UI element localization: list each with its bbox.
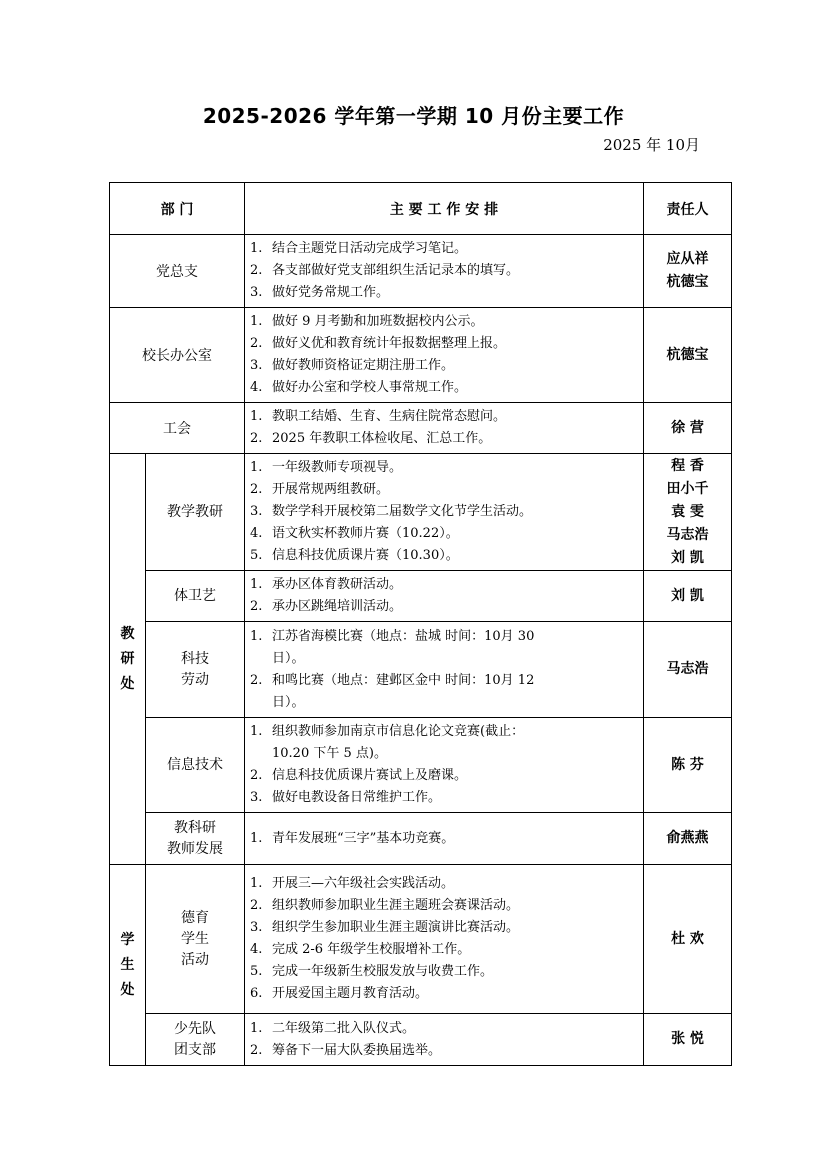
task-cell xyxy=(245,235,644,308)
document-title: 2025-2026 学年第一学期 10 月份主要工作 xyxy=(202,104,625,128)
task-item xyxy=(250,523,637,545)
cell-line: 陈 芬 xyxy=(671,756,704,773)
task-number: 4. xyxy=(250,526,263,541)
task-number: 1. xyxy=(250,241,263,256)
task-text: 组织教师参加南京市信息化论文竞赛(截止： xyxy=(272,724,525,739)
task-text: 二年级第二批入队仪式。 xyxy=(272,1020,416,1036)
task-number: 2. xyxy=(250,898,263,913)
task-item xyxy=(250,457,637,479)
task-item xyxy=(250,377,637,399)
task-item xyxy=(250,333,637,355)
task-text: 日）。 xyxy=(272,694,305,710)
task-item xyxy=(250,873,637,895)
responsible-person xyxy=(644,865,732,1014)
responsible-person xyxy=(644,813,732,865)
task-number: 1. xyxy=(250,409,263,424)
task-cell xyxy=(245,454,644,571)
table-header-row xyxy=(110,183,732,235)
task-number: 2. xyxy=(250,336,263,351)
task-item xyxy=(250,1018,637,1040)
task-item xyxy=(250,282,637,304)
cell-line: 科技 xyxy=(181,650,209,667)
task-item xyxy=(250,574,637,596)
responsible-person xyxy=(644,454,732,571)
cell-line: 程 香 xyxy=(671,457,704,474)
cell-line: 马志浩 xyxy=(666,526,709,543)
task-item xyxy=(250,626,637,648)
task-number: 3. xyxy=(250,285,263,300)
sub-dept-name xyxy=(146,718,245,813)
task-text: 信息科技优质课片赛试上及磨课。 xyxy=(272,768,468,783)
task-text: 开展爱国主题月教育活动。 xyxy=(272,986,429,1001)
dept-name: 党总支 xyxy=(110,235,245,308)
task-item xyxy=(250,895,637,917)
task-number: 1. xyxy=(250,314,263,329)
task-cell xyxy=(245,1014,644,1066)
task-text: 青年发展班“三字”基本功竞赛。 xyxy=(272,830,455,846)
sub-dept-name xyxy=(146,813,245,865)
table-row xyxy=(110,622,732,718)
cell-line: 田小千 xyxy=(666,480,709,497)
cell-line: 处 xyxy=(120,981,135,998)
task-text: 江苏省海模比赛（地点：盐城 时间：10月 30 xyxy=(272,628,535,644)
task-text: 2025 年教职工体检收尾、汇总工作。 xyxy=(272,431,492,446)
table-row xyxy=(110,813,732,865)
task-item xyxy=(250,355,637,377)
dept-name: 工会 xyxy=(110,403,245,454)
cell-line: 劳动 xyxy=(181,671,209,688)
work-plan-table xyxy=(109,182,732,1066)
task-cell xyxy=(245,622,644,718)
cell-line: 学生 xyxy=(181,930,209,947)
task-item xyxy=(250,721,637,743)
cell-line: 徐 营 xyxy=(671,419,704,436)
task-item xyxy=(250,406,637,428)
sub-dept-name xyxy=(146,622,245,718)
task-cell xyxy=(245,865,644,1014)
task-text: 承办区跳绳培训活动。 xyxy=(272,599,403,614)
sub-dept-name xyxy=(146,865,245,1014)
task-text: 教职工结婚、生育、生病住院常态慰问。 xyxy=(272,409,507,424)
task-item xyxy=(250,545,637,567)
task-text: 信息科技优质课片赛（10.30）。 xyxy=(272,548,459,563)
cell-line: 俞燕燕 xyxy=(666,830,709,846)
cell-line: 生 xyxy=(120,956,135,973)
task-number: 1. xyxy=(250,577,263,592)
task-text: 一年级教师专项视导。 xyxy=(272,460,403,475)
task-item xyxy=(250,260,637,282)
table-row xyxy=(110,1014,732,1066)
cell-line: 教 xyxy=(120,625,135,642)
task-text: 承办区体育教研活动。 xyxy=(272,577,403,592)
responsible-person xyxy=(644,403,732,454)
task-text: 和鸣比赛（地点：建邺区金中 时间：10月 12 xyxy=(272,672,535,688)
sub-dept-name xyxy=(146,1014,245,1066)
task-item xyxy=(250,428,637,450)
cell-line: 刘 凯 xyxy=(671,587,704,604)
dept-group-student xyxy=(110,865,146,1066)
cell-line: 活动 xyxy=(181,951,209,968)
dept-name: 校长办公室 xyxy=(110,308,245,403)
task-text: 10.20 下午 5 点)。 xyxy=(272,746,387,761)
task-number: 2. xyxy=(250,672,263,688)
task-number: 2. xyxy=(250,482,263,497)
task-number: 4. xyxy=(250,380,263,395)
task-number: 3. xyxy=(250,358,263,373)
task-item xyxy=(250,939,637,961)
cell-line: 马志浩 xyxy=(666,661,709,677)
task-number: 1. xyxy=(250,628,263,644)
task-item xyxy=(250,1040,637,1062)
cell-line: 杭德宝 xyxy=(666,274,709,290)
document-date: 2025 年 10月 xyxy=(603,136,700,154)
cell-line: 德育 xyxy=(181,909,209,926)
task-text: 做好电教设备日常维护工作。 xyxy=(272,790,442,805)
table-row xyxy=(110,308,732,403)
responsible-person xyxy=(644,235,732,308)
task-cell xyxy=(245,308,644,403)
task-item xyxy=(250,596,637,618)
cell-line: 袁 雯 xyxy=(671,503,704,520)
task-item xyxy=(250,765,637,787)
header-work: 主 要 工 作 安 排 xyxy=(245,183,644,235)
task-number: 3. xyxy=(250,790,263,805)
task-text: 完成 2-6 年级学生校服增补工作。 xyxy=(272,942,471,957)
task-text: 日）。 xyxy=(272,650,305,666)
task-item xyxy=(250,479,637,501)
responsible-person xyxy=(644,622,732,718)
cell-line: 信息技术 xyxy=(167,756,223,773)
cell-line: 教科研 xyxy=(174,819,216,836)
cell-line: 刘 凯 xyxy=(671,549,704,566)
task-cell xyxy=(245,403,644,454)
task-number: 1. xyxy=(250,876,263,891)
table-row xyxy=(110,454,732,571)
task-cell xyxy=(245,718,644,813)
cell-line: 教师发展 xyxy=(167,840,223,857)
cell-line: 研 xyxy=(120,650,135,667)
task-text: 筹备下一届大队委换届选举。 xyxy=(272,1042,442,1058)
task-number: 2. xyxy=(250,431,263,446)
task-number: 2. xyxy=(250,1042,263,1058)
task-text: 完成一年级新生校服发放与收费工作。 xyxy=(272,964,494,979)
task-item xyxy=(250,311,637,333)
cell-line: 处 xyxy=(120,675,135,692)
task-item xyxy=(250,828,637,850)
task-text: 做好教师资格证定期注册工作。 xyxy=(272,358,455,373)
task-item xyxy=(250,787,637,809)
task-number: 4. xyxy=(250,942,263,957)
cell-line: 团支部 xyxy=(174,1041,216,1058)
task-number: 3. xyxy=(250,504,263,519)
table-row xyxy=(110,718,732,813)
responsible-person xyxy=(644,1014,732,1066)
task-text: 开展三—六年级社会实践活动。 xyxy=(272,876,455,891)
header-dept: 部 门 xyxy=(110,183,245,235)
task-text: 做好党务常规工作。 xyxy=(272,285,390,300)
task-number: 5. xyxy=(250,964,263,979)
task-item xyxy=(250,917,637,939)
task-item xyxy=(250,501,637,523)
task-text: 语文秋实杯教师片赛（10.22）。 xyxy=(272,526,459,541)
header-resp: 责任人 xyxy=(644,183,732,235)
cell-line: 应从祥 xyxy=(666,251,709,267)
cell-line: 杭德宝 xyxy=(666,346,709,363)
task-text: 数学学科开展校第二届数学文化节学生活动。 xyxy=(272,504,533,519)
task-number: 1. xyxy=(250,830,263,846)
task-number: 1. xyxy=(250,724,263,739)
task-item xyxy=(250,670,637,692)
responsible-person xyxy=(644,571,732,622)
task-number: 6. xyxy=(250,986,263,1001)
task-item xyxy=(250,648,637,670)
table-row xyxy=(110,571,732,622)
cell-line: 体卫艺 xyxy=(174,587,216,604)
task-text: 结合主题党日活动完成学习笔记。 xyxy=(272,241,468,256)
task-text: 组织教师参加职业生涯主题班会赛课活动。 xyxy=(272,898,520,913)
cell-line: 教学教研 xyxy=(167,503,223,520)
task-number: 5. xyxy=(250,548,263,563)
task-text: 组织学生参加职业生涯主题演讲比赛活动。 xyxy=(272,920,520,935)
task-text: 做好义优和教育统计年报数据整理上报。 xyxy=(272,336,507,351)
task-item xyxy=(250,743,637,765)
task-text: 做好 9 月考勤和加班数据校内公示。 xyxy=(272,314,484,329)
task-text: 开展常规两组教研。 xyxy=(272,482,390,497)
table-row xyxy=(110,865,732,1014)
task-item xyxy=(250,238,637,260)
cell-line: 张 悦 xyxy=(671,1031,704,1047)
table-row xyxy=(110,235,732,308)
task-item xyxy=(250,983,637,1005)
dept-group-research xyxy=(110,454,146,865)
task-item xyxy=(250,961,637,983)
task-number: 2. xyxy=(250,768,263,783)
task-number: 3. xyxy=(250,920,263,935)
cell-line: 杜 欢 xyxy=(671,930,704,947)
task-text: 各支部做好党支部组织生活记录本的填写。 xyxy=(272,263,520,278)
responsible-person xyxy=(644,718,732,813)
task-item xyxy=(250,692,637,714)
task-cell xyxy=(245,571,644,622)
sub-dept-name xyxy=(146,454,245,571)
task-cell xyxy=(245,813,644,865)
task-number: 2. xyxy=(250,599,263,614)
table-row xyxy=(110,403,732,454)
cell-line: 学 xyxy=(120,931,135,948)
task-text: 做好办公室和学校人事常规工作。 xyxy=(272,380,468,395)
sub-dept-name xyxy=(146,571,245,622)
cell-line: 少先队 xyxy=(174,1020,216,1037)
task-number: 2. xyxy=(250,263,263,278)
task-number: 1. xyxy=(250,1020,263,1036)
responsible-person xyxy=(644,308,732,403)
task-number: 1. xyxy=(250,460,263,475)
